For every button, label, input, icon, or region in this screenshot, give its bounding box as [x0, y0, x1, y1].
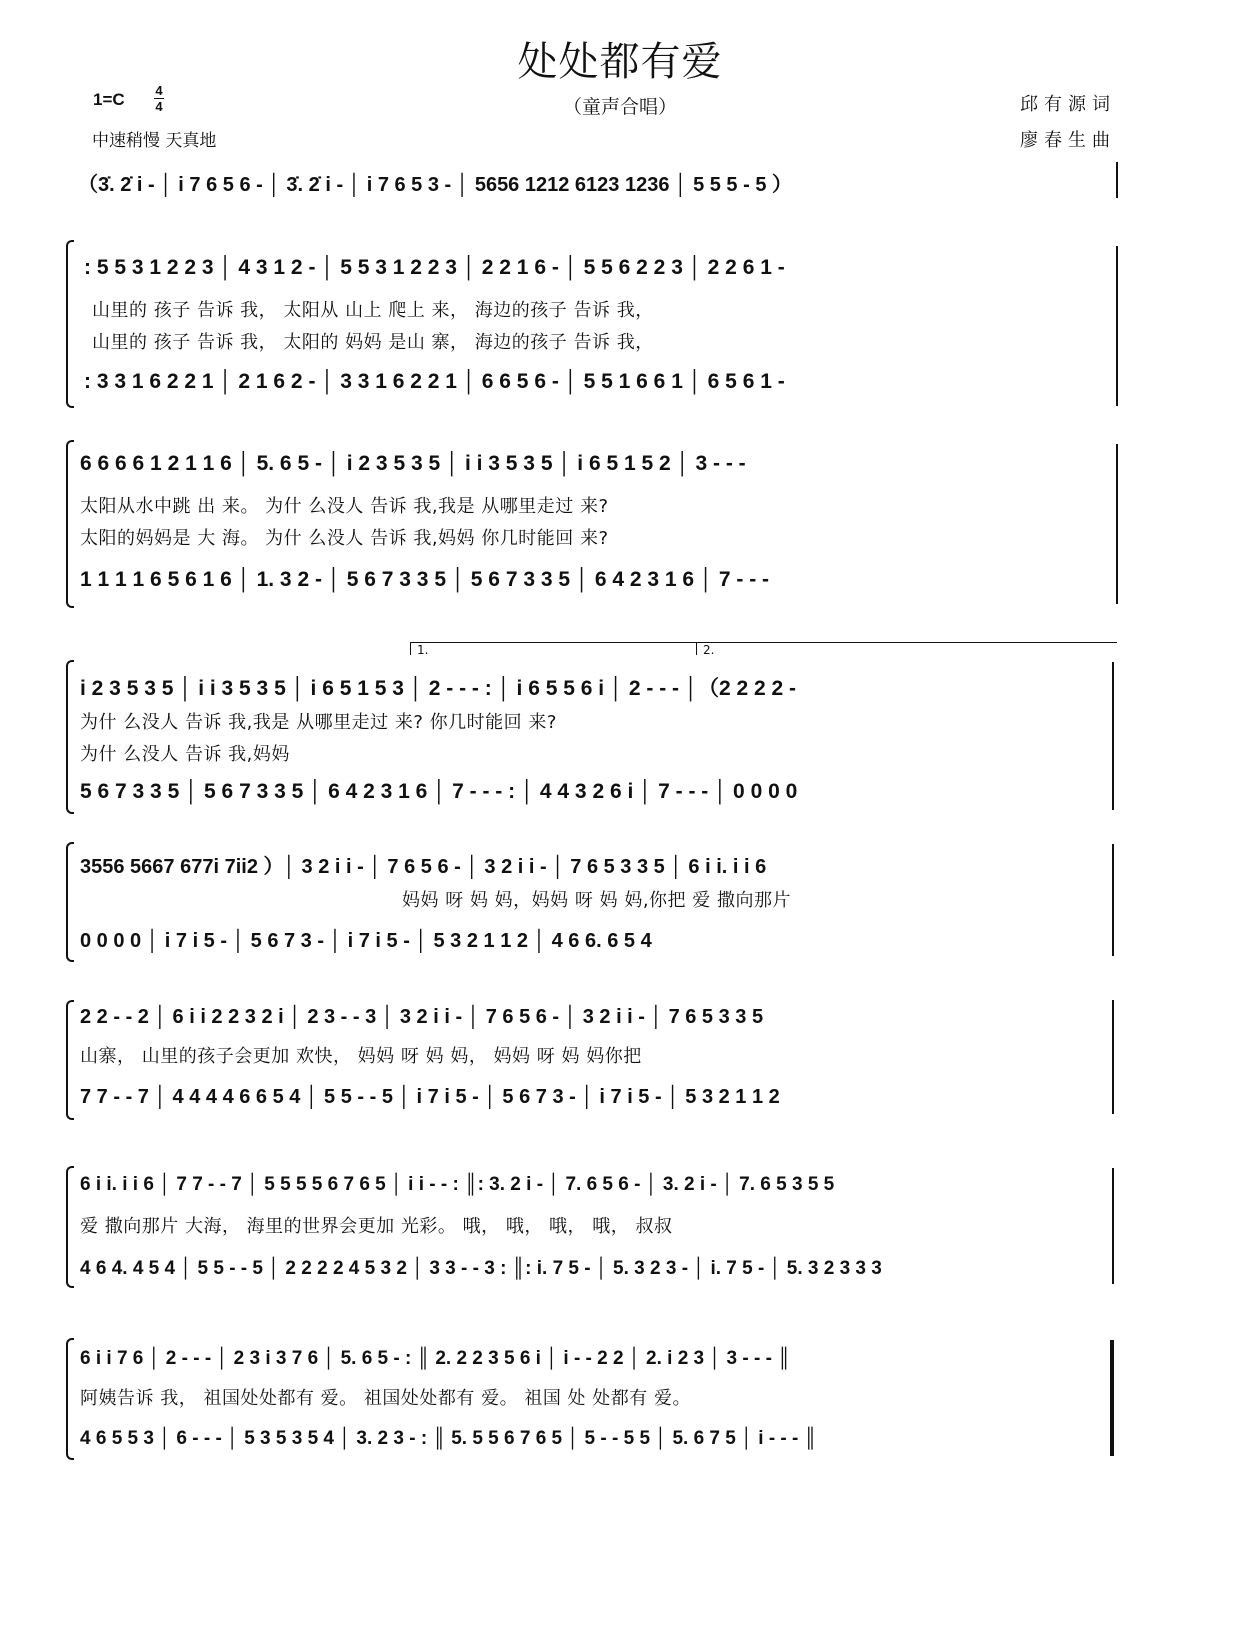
system-1-lyric-2: 山里的 孩子 告诉 我， 太阳的 妈妈 是山 寨， 海边的孩子 告诉 我，: [92, 332, 654, 353]
system-2-upper: 6 6 6 6 1 2 1 1 6 │ 5. 6 5 - │ i 2 3 5 3 5 │ i i 3 5 3 5 │ i 6 5 1 5 2 │ 3 - - -: [80, 452, 746, 475]
system-1-lyric-1: 山里的 孩子 告诉 我， 太阳从 山上 爬上 来， 海边的孩子 告诉 我，: [92, 300, 654, 321]
system-6-lyric-1: 爱 撒向那片 大海， 海里的世界会更加 光彩。 哦， 哦， 哦， 哦， 叔叔: [80, 1216, 673, 1237]
system-4-lyric-1: 妈妈 呀 妈 妈，妈妈 呀 妈 妈,你把 爱 撒向那片: [402, 890, 791, 911]
system-5-lower: 7 7 - - 7 │ 4 4 4 4 6 6 5 4 │ 5 5 - - 5 │ i 7 i 5 - │ 5 6 7 3 - │ i 7 i 5 - │ 5 3 2 1 1 2: [80, 1086, 780, 1108]
composer-credit: 廖春生曲: [1020, 130, 1116, 151]
subtitle: （童声合唱）: [562, 96, 677, 118]
system-7-lyric-1: 阿姨告诉 我， 祖国处处都有 爱。 祖国处处都有 爱。 祖国 处 处都有 爱。: [80, 1388, 691, 1409]
system-3-lyric-1: 为什 么没人 告诉 我,我是 从哪里走过 来? 你几时能回 来?: [80, 712, 557, 733]
page-title: 处处都有爱: [517, 39, 723, 85]
key-signature: 1=C: [93, 90, 125, 109]
system-3-lower: 5 6 7 3 3 5 │ 5 6 7 3 3 5 │ 6 4 2 3 1 6 │ 7 - - - : │ 4 4 3 2 6 i │ 7 - - - │ 0 0 0 0: [80, 780, 798, 803]
system-7-lower: 4 6 5 5 3 │ 6 - - - │ 5 3 5 3 5 4 │ 3. 2 3 - : ║ 5. 5 5 6 7 6 5 │ 5 - - 5 5 │ 5. 6 7 5 │ i - - - ║: [80, 1428, 818, 1449]
system-6-upper: 6 i i. i i 6 │ 7 7 - - 7 │ 5 5 5 5 6 7 6 5 │ i i - - : ║: 3. 2 i - │ 7. 6 5 6 - │ 3. 2 i - │ 7. 6 5 3 5 5: [80, 1174, 835, 1195]
system-3-lyric-2: 为什 么没人 告诉 我,妈妈: [80, 744, 290, 765]
volta-2-label: 2.: [703, 643, 715, 657]
volta-2: [696, 642, 1117, 655]
system-2-lyric-1: 太阳从水中跳 出 来。 为什 么没人 告诉 我,我是 从哪里走过 来?: [80, 496, 609, 517]
system-2-lower: 1 1 1 1 6 5 6 1 6 │ 1. 3 2 - │ 5 6 7 3 3 5 │ 5 6 7 3 3 5 │ 6 4 2 3 1 6 │ 7 - - -: [80, 568, 770, 591]
system-5-upper: 2 2 - - 2 │ 6 i i 2 2 3 2 i │ 2 3 - - 3 │ 3 2 i i - │ 7 6 5 6 - │ 3 2 i i - │ 7 6 5 3 3 5: [80, 1006, 764, 1028]
system-5-lyric-1: 山寨， 山里的孩子会更加 欢快， 妈妈 呀 妈 妈， 妈妈 呀 妈 妈你把: [80, 1046, 642, 1067]
time-bottom: 4: [155, 99, 163, 114]
tempo-marking: 中速稍慢 天真地: [92, 131, 217, 151]
intro-notes: （3̇. 2̇ i - │ i 7 6 5 6 - │ 3̇. 2̇ i - │ i 7 6 5 3 - │ 5656 1212 6123 1236 │ 5 5 5 - 5 ）: [78, 174, 793, 196]
volta-1-label: 1.: [417, 643, 429, 657]
volta-1: [410, 642, 697, 655]
system-2-lyric-2: 太阳的妈妈是 大 海。 为什 么没人 告诉 我,妈妈 你几时能回 来?: [80, 528, 609, 549]
time-signature: [154, 84, 164, 113]
system-7-upper: 6 i i 7 6 │ 2 - - - │ 2 3 i 3 7 6 │ 5. 6 5 - : ║ 2. 2 2 3 5 6 i │ i - - 2 2 │ 2. i 2 3 │ 3 - - - ║: [80, 1348, 791, 1369]
system-6-lower: 4 6 4. 4 5 4 │ 5 5 - - 5 │ 2 2 2 2 4 5 3 2 │ 3 3 - - 3 : ║: i. 7 5 - │ 5. 3 2 3 - │ i. 7 5 - │ 5. 3 2 3 3 3: [80, 1258, 882, 1279]
system-1-lower: : 3 3 1 6 2 2 1 │ 2 1 6 2 - │ 3 3 1 6 2 2 1 │ 6 6 5 6 - │ 5 5 1 6 6 1 │ 6 5 6 1 -: [84, 370, 785, 393]
system-3-upper: i 2 3 5 3 5 │ i i 3 5 3 5 │ i 6 5 1 5 3 │ 2 - - - : │ i 6 5 5 6 i │ 2 - - - │（2 2 2 2 -: [80, 677, 797, 700]
system-4-lower: 0 0 0 0 │ i 7 i 5 - │ 5 6 7 3 - │ i 7 i 5 - │ 5 3 2 1 1 2 │ 4 6 6. 6 5 4: [80, 930, 652, 952]
system-1-upper: : 5 5 3 1 2 2 3 │ 4 3 1 2 - │ 5 5 3 1 2 2 3 │ 2 2 1 6 - │ 5 5 6 2 2 3 │ 2 2 6 1 -: [84, 256, 785, 279]
system-4-upper: 3556 5667 677i 7ii2 ）│ 3 2 i i - │ 7 6 5 6 - │ 3 2 i i - │ 7 6 5 3 3 5 │ 6 i i. i i 6: [80, 856, 767, 878]
time-top: 4: [155, 83, 163, 98]
lyricist-credit: 邱有源词: [1020, 94, 1116, 115]
